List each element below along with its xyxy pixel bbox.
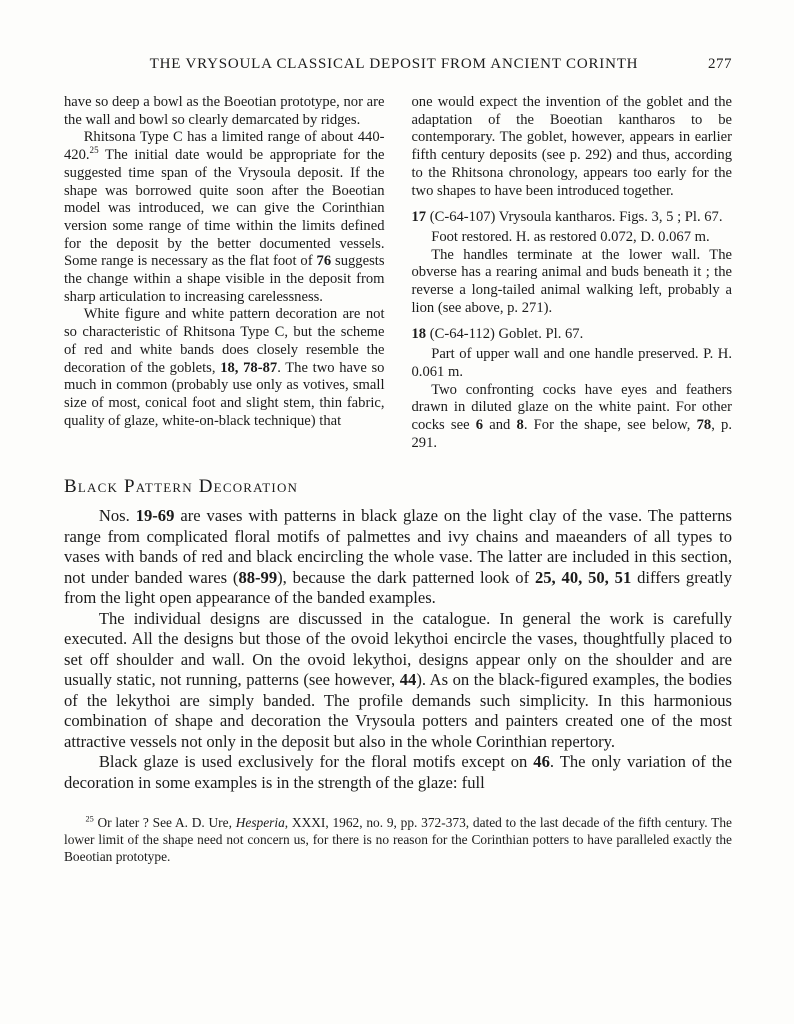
paragraph: White figure and white pattern decoration are not so characteristic of Rhitsona Type C, but the scheme of red and white bands does closely resemble the decoration of the goblets, 18, 78-87. The two have so much in common (probably use only as votives, small size of most, conical foot and slight stem, thin fabric, quality of glaze, white-on-black technique) that (64, 306, 385, 429)
left-column (64, 94, 385, 452)
two-column-section (64, 94, 732, 452)
body-section (64, 506, 732, 793)
catalogue-entry: 18 (C-64-112) Goblet. Pl. 67. (411, 326, 584, 343)
right-column (412, 94, 733, 452)
paragraph: The individual designs are discussed in the catalogue. In general the work is carefully executed. All the designs but those of the ovoid lekythoi encircle the vases, thoughtfully placed to set off shoulder and wall. On the ovoid lekythoi, designs appear only on the shoulder and are usually static, not running, patterns (see however, 44). As on the black-figured examples, the bodies of the lekythoi are simply banded. The profile demands such simplicity. In this harmonious combination of shape and decoration the Vrysoula potters and painters created one of the most attractive vessels not only in the deposit but also in the whole Corinthian repertory. (64, 608, 732, 751)
running-head (64, 56, 732, 73)
header-title: THE VRYSOULA CLASSICAL DEPOSIT FROM ANCIENT CORINTH (149, 56, 639, 72)
catalogue-entry: 17 (C-64-107) Vrysoula kantharos. Figs. 3, 5 ; Pl. 67. (411, 209, 723, 226)
paragraph: The handles terminate at the lower wall. The obverse has a rearing animal and buds beneath it ; the reverse a long-tailed animal walking left, probably a lion (see above, p. 271). (411, 246, 732, 316)
paragraph: Foot restored. H. as restored 0.072, D. 0.067 m. (431, 228, 710, 245)
paragraph: have so deep a bowl as the Boeotian prototype, nor are the wall and bowl so clearly demarcated by ridges. (64, 94, 385, 128)
page-number: 277 (708, 56, 732, 72)
paragraph: one would expect the invention of the goblet and the adaptation of the Boeotian kantharos to be contemporary. The goblet, however, appears in earlier fifth century deposits (see p. 292) and thus, according to the Rhitsona chronology, appears too early for the two shapes to have been introduced together. (411, 94, 732, 199)
section-heading: Black Pattern Decoration (64, 476, 299, 498)
footnote: $^{25}$ Or later ? See A. D. Ure, Hesperia, XXXI, 1962, no. 9, pp. 372-373, dated to the last decade of the fifth century. The lower limit of the shape need not concern us, for there is no reason for the Corinthian potters to have paralleled exactly the Boeotian prototype. (64, 814, 732, 864)
paragraph: Two confronting cocks have eyes and feathers drawn in diluted glaze on the white paint. For other cocks see 6 and 8. For the shape, see below, 78, p. 291. (411, 381, 732, 451)
paragraph: Nos. 19-69 are vases with patterns in black glaze on the light clay of the vase. The patterns range from complicated floral motifs of palmettes and ivy chains and maeanders of all types to vases with bands of red and black encircling the whole vase. The latter are included in this section, not under banded wares (88-99), because the dark patterned look of 25, 40, 50, 51 differs greatly from the light open appearance of the banded examples. (64, 506, 732, 608)
paragraph: Part of upper wall and one handle preserved. P. H. 0.061 m. (411, 346, 732, 380)
paragraph: Rhitsona Type C has a limited range of about 440-420.25 The initial date would be appropriate for the suggested time span of the Vrysoula deposit. If the shape was borrowed quite soon after the Boeotian model was introduced, we can give the Corinthian version some range of time within the limits defined for the deposit by the better documented vessels. Some range is necessary as the flat foot of 76 suggests the change within a shape visible in the deposit from sharp articulation to increasing carelessness. (64, 129, 385, 305)
paragraph: Black glaze is used exclusively for the floral motifs except on 46. The only variation of the decoration in some examples is in the strength of the glaze: full (64, 752, 732, 792)
